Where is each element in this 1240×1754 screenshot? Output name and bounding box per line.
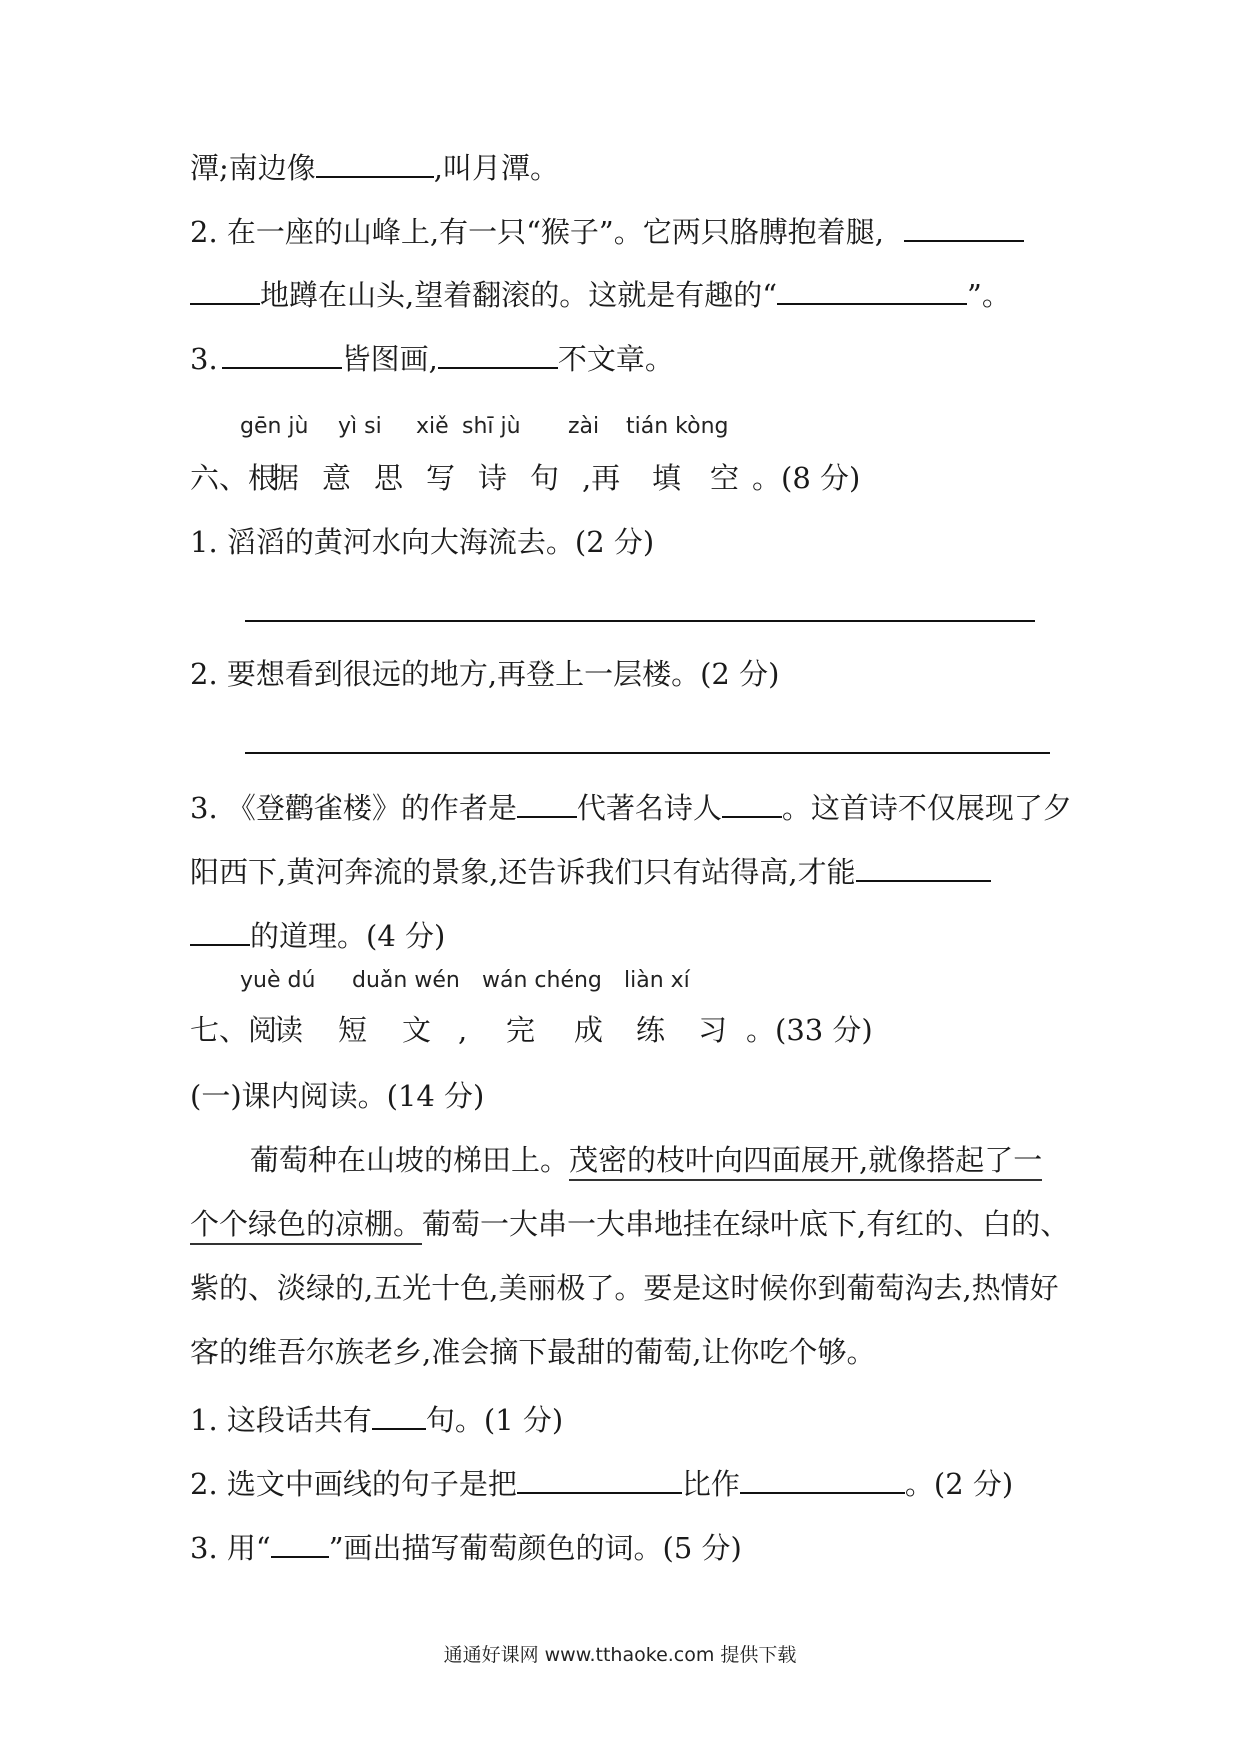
pinyin: yuè dú — [240, 968, 316, 993]
answer-blank[interactable] — [856, 850, 991, 882]
title-char: 写 — [426, 461, 456, 495]
pinyin: yì si — [338, 414, 382, 439]
pinyin: tián kòng — [626, 414, 729, 439]
section-6-question-2: 2. 要想看到很远的地方,再登上一层楼。(2 分) — [190, 657, 780, 691]
section-6-question-1: 1. 滔滔的黄河水向大海流去。(2 分) — [190, 525, 655, 559]
answer-line[interactable] — [245, 620, 1035, 622]
answer-blank[interactable] — [190, 914, 250, 946]
text: 2. 选文中画线的句子是把 — [190, 1467, 517, 1501]
title-char: 思 — [374, 461, 404, 495]
section-6-pinyin — [240, 412, 758, 442]
pinyin: duǎn wén — [352, 968, 460, 993]
section-7-question-1 — [190, 1398, 563, 1440]
title-char: 。(8 分) — [752, 461, 861, 495]
answer-blank[interactable] — [517, 1462, 682, 1494]
title-char: 六、根 — [190, 461, 278, 495]
answer-blank[interactable] — [372, 1398, 426, 1430]
answer-line[interactable] — [245, 752, 1050, 754]
answer-blank[interactable] — [740, 1462, 905, 1494]
text: ”画出描写葡萄颜色的词。(5 分) — [328, 1531, 742, 1565]
passage-line-1 — [250, 1140, 1042, 1180]
answer-blank[interactable] — [777, 273, 967, 305]
text: 阳西下,黄河奔流的景象,还告诉我们只有站得高,才能 — [190, 855, 856, 889]
title-char: 练 — [636, 1013, 666, 1047]
title-char: 填 — [652, 461, 682, 495]
title-char: 诗 — [478, 461, 508, 495]
answer-blank[interactable] — [904, 210, 1024, 242]
title-char: 据 — [270, 461, 300, 495]
text: 2. 在一座的山峰上,有一只“猴子”。它两只胳膊抱着腿, — [190, 215, 884, 249]
text: ,叫月潭。 — [433, 151, 559, 185]
answer-blank[interactable] — [316, 146, 434, 178]
text: 。这首诗不仅展现了夕 — [781, 791, 1072, 825]
text: 3. 《登鹳雀楼》的作者是 — [190, 791, 517, 825]
text: 3. 用“ — [190, 1531, 271, 1565]
answer-blank[interactable] — [517, 786, 577, 818]
pinyin: gēn jù — [240, 414, 309, 439]
footer-credit: 通通好课网 www.tthaoke.com 提供下载 — [443, 1644, 797, 1666]
text: 葡萄一大串一大串地挂在绿叶底下,有红的、白的、 — [422, 1207, 1070, 1241]
title-char: 短 — [338, 1013, 368, 1047]
section-6-title — [190, 458, 860, 498]
answer-blank[interactable] — [190, 273, 260, 305]
underlined-sentence: 茂密的枝叶向四面展开,就像搭起了一 — [569, 1143, 1042, 1181]
pinyin: shī jù — [462, 414, 521, 439]
answer-blank — [271, 1526, 329, 1558]
pinyin: xiě — [416, 414, 449, 439]
section-7-title — [190, 1010, 873, 1050]
passage-line-4: 客的维吾尔族老乡,准会摘下最甜的葡萄,让你吃个够。 — [190, 1335, 876, 1369]
text: ”。 — [967, 278, 1011, 312]
answer-blank[interactable] — [722, 786, 782, 818]
text: 句。(1 分) — [425, 1403, 564, 1437]
text: 。(2 分) — [904, 1467, 1014, 1501]
pinyin: liàn xí — [624, 968, 690, 993]
text: 的道理。(4 分) — [250, 919, 446, 953]
passage-line-2 — [190, 1204, 1069, 1244]
title-char: 习 — [698, 1013, 728, 1047]
text: 1. 这段话共有 — [190, 1403, 372, 1437]
section-7-question-3 — [190, 1526, 742, 1568]
text: 代著名诗人 — [576, 791, 722, 825]
fill-line-moon-pond — [190, 146, 559, 188]
section-6-question-3-line-1 — [190, 786, 1072, 828]
pinyin: wán chéng — [482, 968, 602, 993]
text: 地蹲在山头,望着翻滚的。这就是有趣的“ — [260, 278, 778, 312]
section-7-subheading: (一)课内阅读。(14 分) — [190, 1079, 485, 1113]
section-7-pinyin — [240, 966, 692, 996]
title-char: 意 — [322, 461, 352, 495]
title-char: ,再 — [582, 461, 621, 495]
question-2-line-2 — [190, 273, 1011, 315]
title-char: 文 — [402, 1013, 432, 1047]
section-7-question-2 — [190, 1462, 1013, 1504]
text: 3. — [190, 342, 218, 376]
answer-blank[interactable] — [222, 337, 342, 369]
text: 潭;南边像 — [190, 151, 316, 185]
text: 葡萄种在山坡的梯田上。 — [250, 1143, 570, 1177]
passage-line-3: 紫的、淡绿的,五光十色,美丽极了。要是这时候你到葡萄沟去,热情好 — [190, 1271, 1059, 1305]
title-char: 七、阅 — [190, 1013, 278, 1047]
pinyin: zài — [568, 414, 600, 439]
title-char: 。(33 分) — [746, 1013, 873, 1047]
title-char: 空 — [710, 461, 740, 495]
title-char: 成 — [574, 1013, 604, 1047]
section-6-question-3-line-2 — [190, 850, 991, 892]
underlined-sentence: 个个绿色的凉棚。 — [190, 1207, 422, 1245]
text: 皆图画, — [341, 342, 438, 376]
answer-blank[interactable] — [438, 337, 558, 369]
question-2-line-1 — [190, 210, 1024, 252]
title-char: 句 — [530, 461, 560, 495]
section-6-question-3-line-3 — [190, 914, 445, 956]
title-char: , — [458, 1013, 468, 1047]
text: 不文章。 — [557, 342, 674, 376]
title-char: 完 — [506, 1013, 536, 1047]
title-char: 读 — [274, 1013, 304, 1047]
text: 比作 — [681, 1467, 740, 1501]
question-3-line — [190, 337, 674, 379]
